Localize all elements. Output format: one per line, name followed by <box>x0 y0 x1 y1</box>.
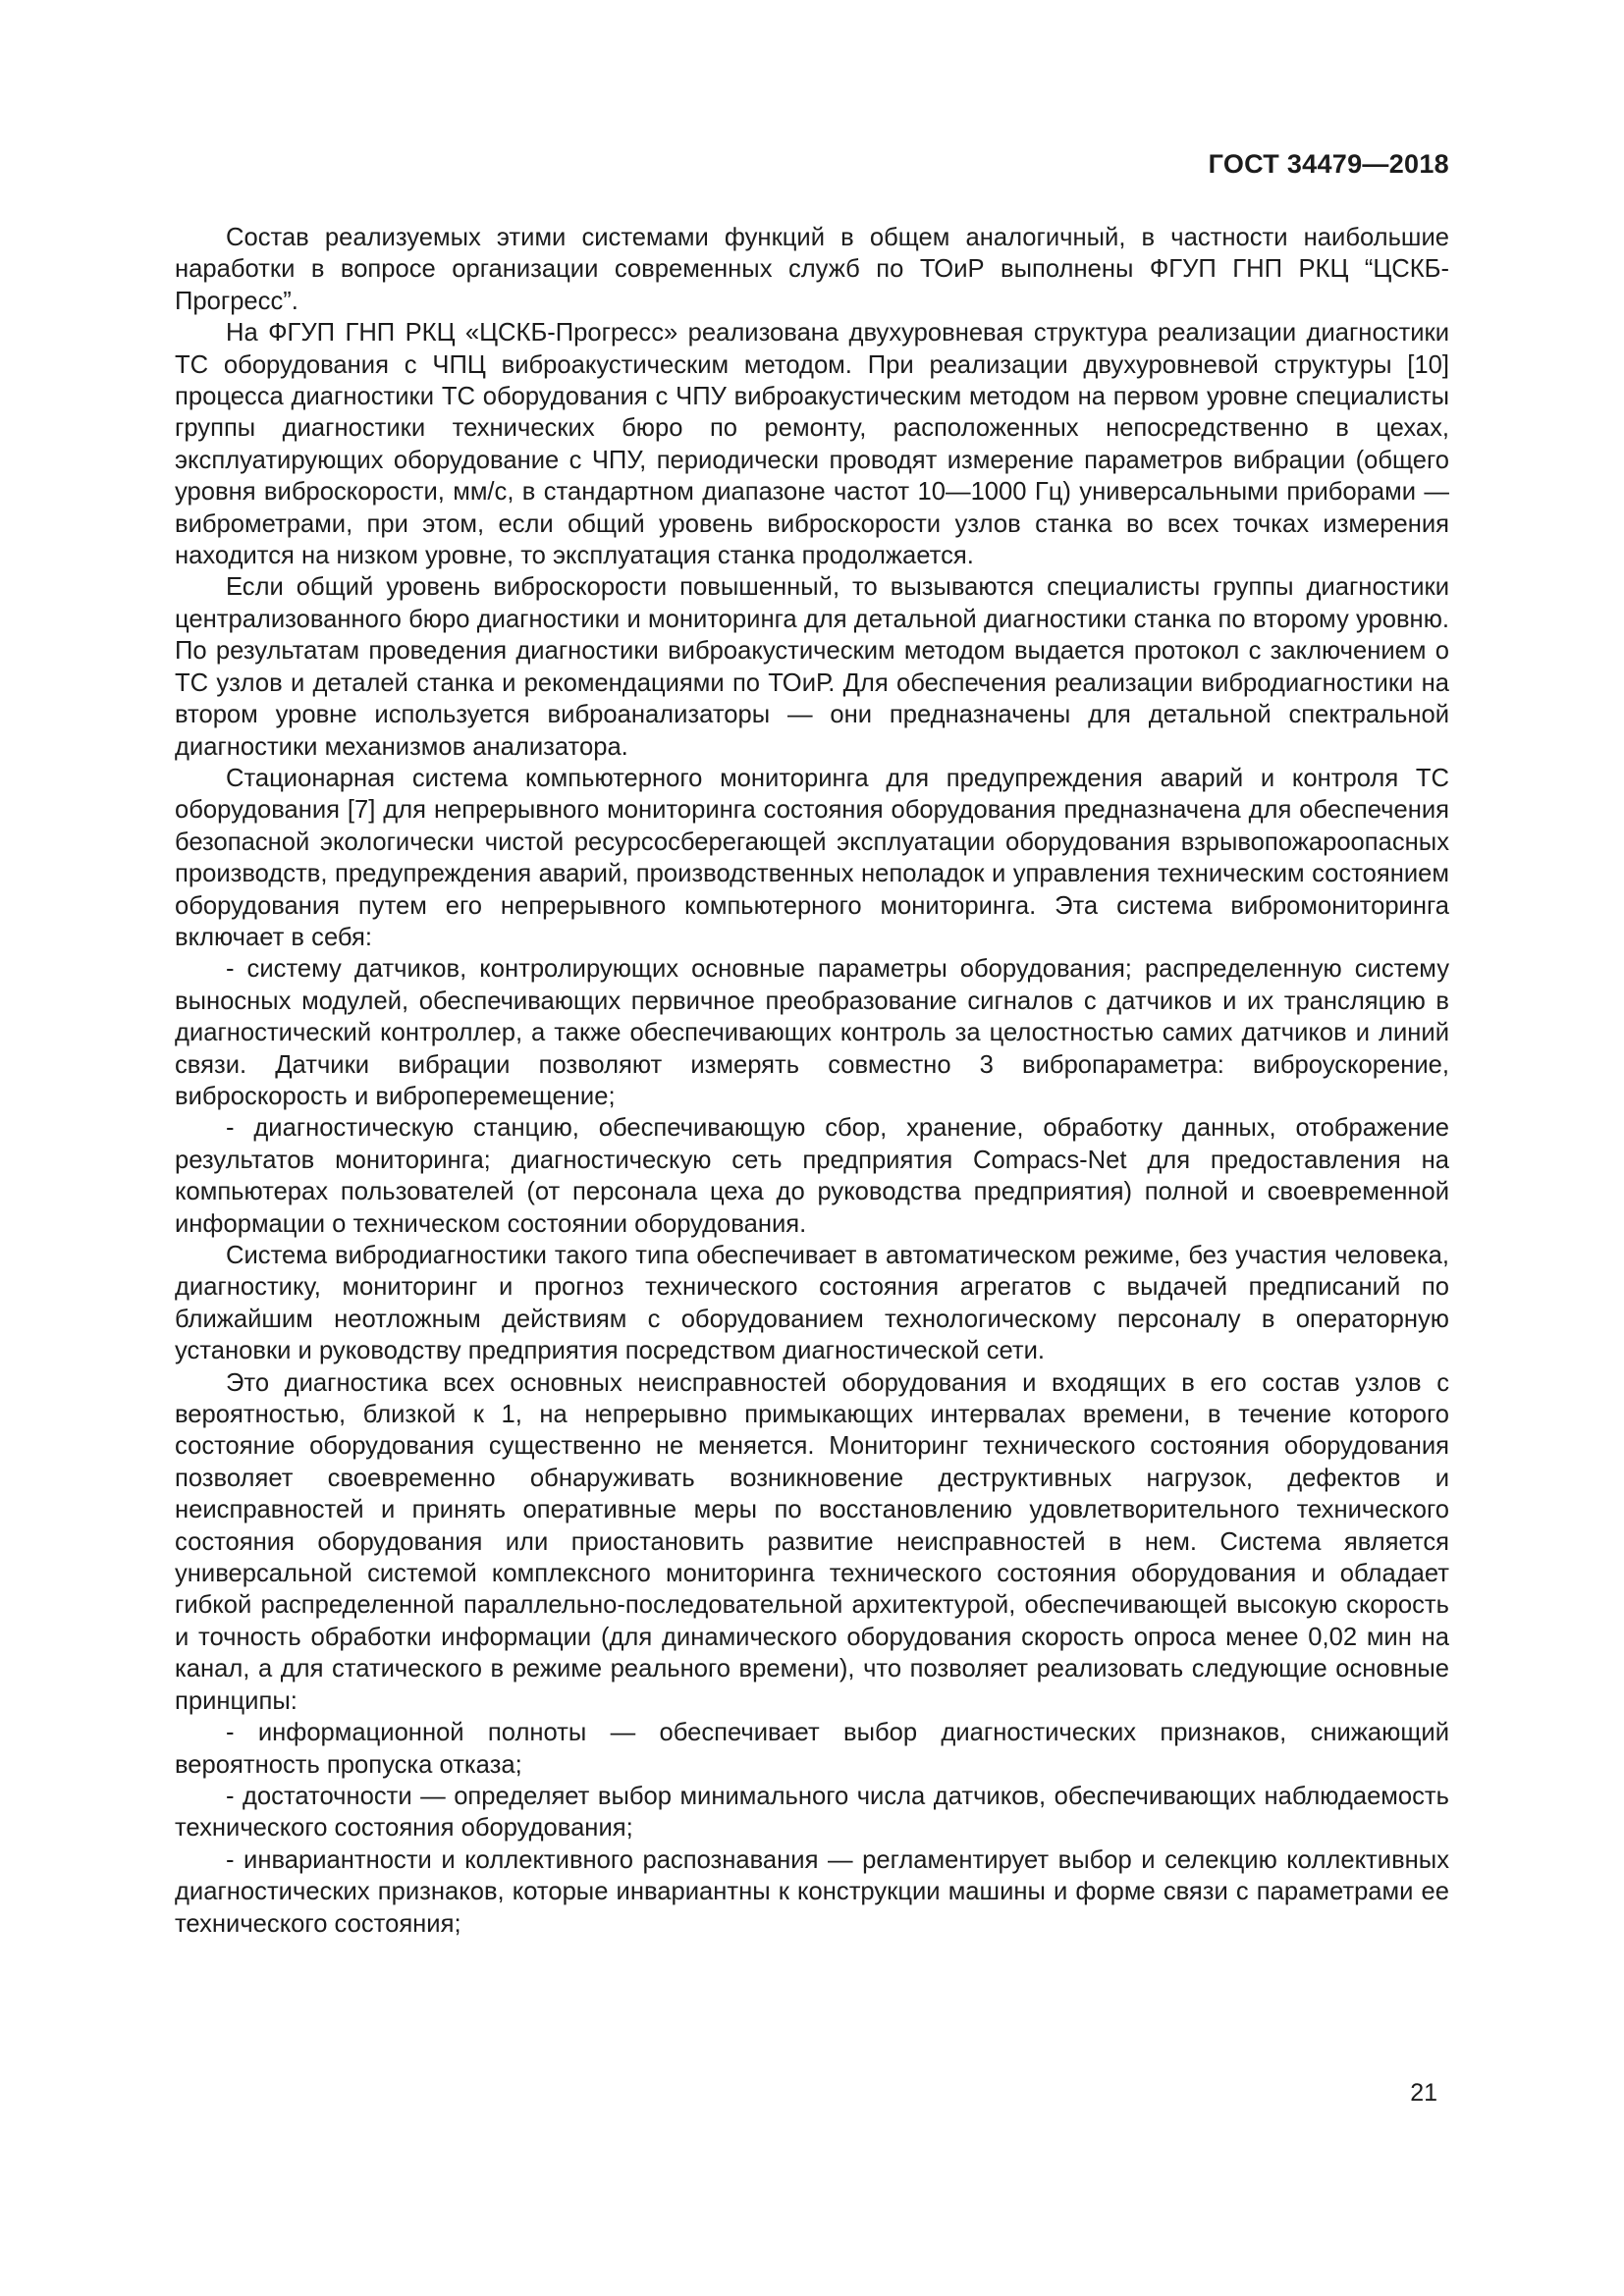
body-paragraph: Это диагностика всех основных неисправностей оборудования и входящих в его состав узлов с вероятностью, близкой к 1, на непрерывно примыкающих интервалах времени, в течение которого состояние оборудования существенно не меняется. Мониторинг технического состояния оборудования позволяет своевременно обнаруживать возникновение деструктивных нагрузок, дефектов и неисправностей и принять оперативные меры по восстановлению удовлетворительного технического состояния оборудования или приостановить развитие неисправностей в нем. Система является универсальной системой комплексного мониторинга технического состояния оборудования и обладает гибкой распределенной параллельно-последовательной архитектурой, обеспечивающей высокую скорость и точность обработки информации (для динамического оборудования скорость опроса менее 0,02 мин на канал, а для статического в режиме реального времени), что позволяет реализовать следующие основные принципы: <box>175 1368 1449 1715</box>
list-item-paragraph: - систему датчиков, контролирующих основные параметры оборудования; распределенную систему выносных модулей, обеспечивающих первичное преобразование сигналов с датчиков и их трансляцию в диагностический контроллер, а также обеспечивающих контроль за целостностью самих датчиков и линий связи. Датчики вибрации позволяют измерять совместно 3 вибропараметра: виброускорение, виброскорость и виброперемещение; <box>175 955 1449 1110</box>
list-item-paragraph: - достаточности — определяет выбор минимального числа датчиков, обеспечивающих наблюдаемость технического состояния оборудования; <box>175 1782 1449 1842</box>
list-item-paragraph: - информационной полноты — обеспечивает выбор диагностических признаков, снижающий вероятность пропуска отказа; <box>175 1719 1449 1779</box>
body-paragraph: Состав реализуемых этими системами функций в общем аналогичный, в частности наибольшие наработки в вопросе организации современных служб по ТОиР выполнены ФГУП ГНП РКЦ “ЦСКБ-Прогресс”. <box>175 224 1449 315</box>
list-item-paragraph: - диагностическую станцию, обеспечивающую сбор, хранение, обработку данных, отображение результатов мониторинга; диагностическую сеть предприятия Compacs-Net для предоставления на компьютерах пользователей (от персонала цеха до руководства предприятия) полной и своевременной информации о техническом состоянии оборудования. <box>175 1114 1449 1238</box>
document-body <box>175 222 1449 1940</box>
body-paragraph: Система вибродиагностики такого типа обеспечивает в автоматическом режиме, без участия человека, диагностику, мониторинг и прогноз технического состояния агрегатов с выдачей предписаний по ближайшим неотложным действиям с оборудованием технологическому персоналу в операторную установки и руководству предприятия посредством диагностической сети. <box>175 1242 1449 1365</box>
body-paragraph: Стационарная система компьютерного мониторинга для предупреждения аварий и контроля ТС оборудования [7] для непрерывного мониторинга состояния оборудования предназначена для обеспечения безопасной экологически чистой ресурсосберегающей эксплуатации оборудования взрывопожароопасных производств, предупреждения аварий, производственных неполадок и управления техническим состоянием оборудования путем его непрерывного компьютерного мониторинга. Эта система вибромониторинга включает в себя: <box>175 764 1449 951</box>
document-code-header: ГОСТ 34479—2018 <box>1208 149 1449 179</box>
body-paragraph: Если общий уровень виброскорости повышенный, то вызываются специалисты группы диагностики централизованного бюро диагностики и мониторинга для детальной диагностики станка по второму уровню. По результатам проведения диагностики виброакустическим методом выдается протокол с заключением о ТС узлов и деталей станка и рекомендациями по ТОиР. Для обеспечения реализации вибродиагностики на втором уровне используется виброанализаторы — они предназначены для детальной спектральной диагностики механизмов анализатора. <box>175 573 1449 761</box>
body-paragraph: На ФГУП ГНП РКЦ «ЦСКБ-Прогресс» реализована двухуровневая структура реализации диагностики ТС оборудования с ЧПЦ виброакустическим методом. При реализации двухуровневой структуры [10] процесса диагностики ТС оборудования с ЧПУ виброакустическим методом на первом уровне специалисты группы диагностики технических бюро по ремонту, расположенных непосредственно в цехах, эксплуатирующих оборудование с ЧПУ, периодически проводят измерение параметров вибрации (общего уровня виброскорости, мм/с, в стандартном диапазоне частот 10—1000 Гц) универсальными приборами — виброметрами, при этом, если общий уровень виброскорости узлов станка во всех точках измерения находится на низком уровне, то эксплуатация станка продолжается. <box>175 319 1449 570</box>
page-number: 21 <box>1410 2079 1437 2107</box>
list-item-paragraph: - инвариантности и коллективного распознавания — регламентирует выбор и селекцию коллективных диагностических признаков, которые инвариантны к конструкции машины и форме связи с параметрами ее технического состояния; <box>175 1845 1449 1938</box>
